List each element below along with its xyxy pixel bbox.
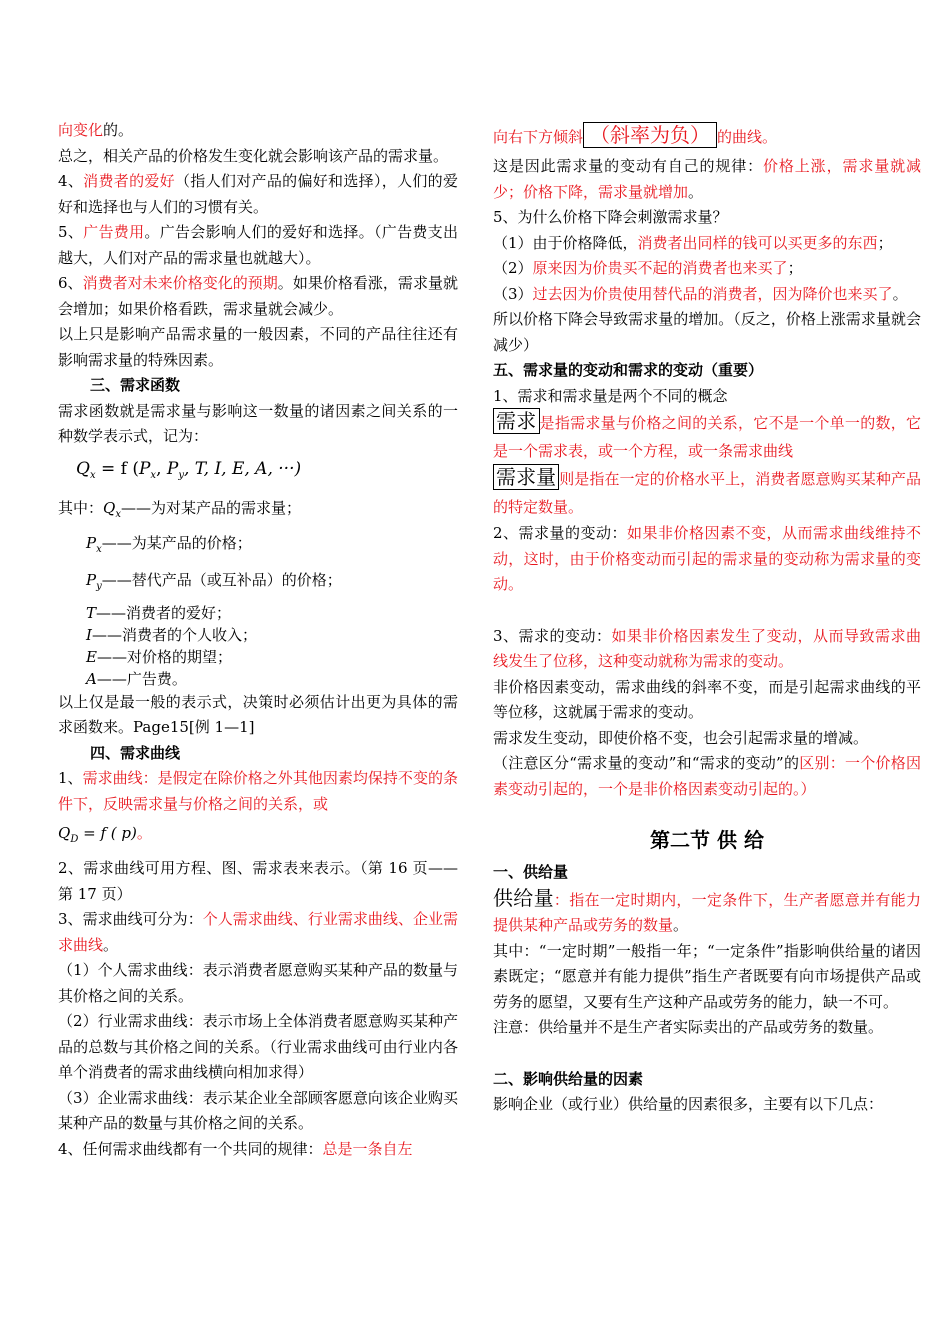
spacer — [493, 1041, 921, 1067]
paragraph: 向变化的。 — [58, 121, 134, 139]
paragraph: （3）过去因为价贵使用替代品的消费者，因为降价也来买了。 — [493, 284, 908, 303]
boxed-term: 需求 — [493, 408, 540, 434]
symbol-definition: 其中：$Q_x——$为对某产品的需求量； — [58, 498, 301, 520]
symbol-definition: $P_x——$为某产品的价格； — [86, 533, 252, 555]
paragraph: 5、为什么价格下降会刺激需求量？ — [493, 208, 728, 226]
paragraph: 所以价格下降会导致需求量的增加。（反之，价格上涨需求量就会减少） — [493, 310, 921, 354]
paragraph: 需求发生变动，即使价格不变，也会引起需求量的增减。 — [493, 728, 869, 747]
paragraph: 2、需求曲线可用方程、图、需求表来表示。（第 16 页——第 17 页） — [58, 859, 458, 903]
symbol-definition: E——对价格的期望； — [86, 647, 232, 666]
paragraph: （1）个人需求曲线：表示消费者愿意购买某种产品的数量与其价格之间的关系。 — [58, 961, 458, 1005]
boxed-term: 需求量 — [493, 464, 559, 490]
paragraph: 6、消费者对未来价格变化的预期。如果价格看涨，需求量就会增加；如果价格看跌，需求量就会减少。 — [58, 274, 458, 318]
paragraph: 4、任何需求曲线都有一个共同的规律：总是一条自左 — [58, 1139, 413, 1158]
paragraph: 供给量：指在一定时期内，一定条件下，生产者愿意并有能力提供某种产品或劳务的数量。 — [493, 885, 921, 934]
paragraph: 2、需求量的变动：如果非价格因素不变，从而需求曲线维持不动，这时，由于价格变动而引起的需求量的变动称为需求量的变动。 — [493, 524, 921, 593]
spacer — [493, 802, 921, 820]
section-heading: 五、需求量的变动和需求的变动（重要） — [493, 361, 764, 379]
highlight-text: 向变化 — [58, 121, 104, 139]
paragraph: 5、广告费用。广告会影响人们的爱好和选择。（广告费支出越大，人们对产品的需求量也就越大）。 — [58, 223, 458, 267]
paragraph: 其中：“一定时期”一般指一年；“一定条件”指影响供给量的诸因素既定；“愿意并有能力提供”指生产者既要有向市场提供产品或劳务的愿望，又要有生产这种产品或劳务的能力，缺一不可。 — [493, 941, 921, 1011]
paragraph: 向右下方倾斜 （斜率为负） 的曲线。 — [493, 123, 778, 147]
paragraph: 注意：供给量并不是生产者实际卖出的产品或劳务的数量。 — [493, 1018, 884, 1036]
paragraph: （2）原来因为价贵买不起的消费者也来买了； — [493, 259, 803, 277]
paragraph: （2）行业需求曲线：表示市场上全体消费者愿意购买某种产品的总数与其价格之间的关系。（行业需求曲线可由行业内各单个消费者的需求曲线横向相加求得） — [58, 1012, 458, 1081]
paragraph: （1）由于价格降低，消费者出同样的钱可以买更多的东西； — [493, 233, 893, 252]
paragraph: 以上只是影响产品需求量的一般因素，不同的产品往往还有影响需求量的特殊因素。 — [58, 325, 458, 369]
symbol-definition: I——消费者的个人收入； — [86, 625, 257, 644]
right-column — [493, 118, 921, 1118]
section-heading: 四、需求曲线 — [90, 743, 181, 762]
boxed-note: （斜率为负） — [583, 122, 717, 148]
section-heading: 一、供给量 — [493, 863, 569, 881]
paragraph: 1、需求曲线：是假定在除价格之外其他因素均保持不变的条件下，反映需求量与价格之间的关系，或 — [58, 769, 458, 813]
section-title: 第二节 供 给 — [650, 828, 764, 852]
paragraph: 3、需求的变动：如果非价格因素发生了变动，从而导致需求曲线发生了位移，这种变动就称为需求的变动。 — [493, 626, 921, 670]
spacer — [493, 598, 921, 624]
paragraph: 需求函数就是需求量与影响这一数量的诸因素之间关系的一种数学表示式，记为： — [58, 401, 458, 445]
symbol-definition: T——消费者的爱好； — [86, 603, 232, 622]
section-heading: 二、影响供给量的因素 — [493, 1069, 644, 1088]
paragraph: 1、需求和需求量是两个不同的概念 — [493, 386, 728, 405]
paragraph: 需求量 则是指在一定的价格水平上，消费者愿意购买某种产品的特定数量。 — [493, 465, 921, 516]
paragraph: 以上仅是最一般的表示式，决策时必须估计出更为具体的需求函数来。Page15[例 1—1] — [58, 692, 458, 736]
paragraph: （注意区分“需求量的变动”和“需求的变动”的区别：一个价格因素变动引起的，一个是非价格因素变动引起的。） — [493, 754, 921, 798]
paragraph: 需求 是指需求量与价格之间的关系，它不是一个单一的数，它是一个需求表，或一个方程，或一条需求曲线 — [493, 409, 921, 460]
left-column — [58, 118, 458, 1162]
demand-function-formula: $Q_x = f$ ($P_x$, $P_y$, T, I, E, A, ···) — [76, 458, 302, 481]
paragraph: 总之，相关产品的价格发生变化就会影响该产品的需求量。 — [58, 146, 449, 165]
paragraph: （3）企业需求曲线：表示某企业全部顾客愿意向该企业购买某种产品的数量与其价格之间的关系。 — [58, 1088, 458, 1132]
paragraph: 3、需求曲线可分为：个人需求曲线、行业需求曲线、企业需求曲线。 — [58, 910, 458, 954]
section-heading: 三、需求函数 — [90, 376, 181, 394]
symbol-definition: A——广告费。 — [86, 669, 187, 688]
paragraph: 非价格因素变动，需求曲线的斜率不变，而是引起需求曲线的平等位移，这就属于需求的变动。 — [493, 677, 921, 721]
symbol-definition: $P_y——$替代产品（或互补品）的价格； — [86, 570, 342, 592]
demand-curve-formula: $Q_D = f$ ( p)。 — [58, 824, 152, 845]
paragraph: 这是因此需求量的变动有自己的规律：价格上涨，需求量就减少；价格下降，需求量就增加。 — [493, 157, 921, 201]
paragraph: 4、消费者的爱好（指人们对产品的偏好和选择），人们的爱好和选择也与人们的习惯有关。 — [58, 172, 458, 216]
paragraph: 影响企业（或行业）供给量的因素很多，主要有以下几点： — [493, 1095, 884, 1113]
